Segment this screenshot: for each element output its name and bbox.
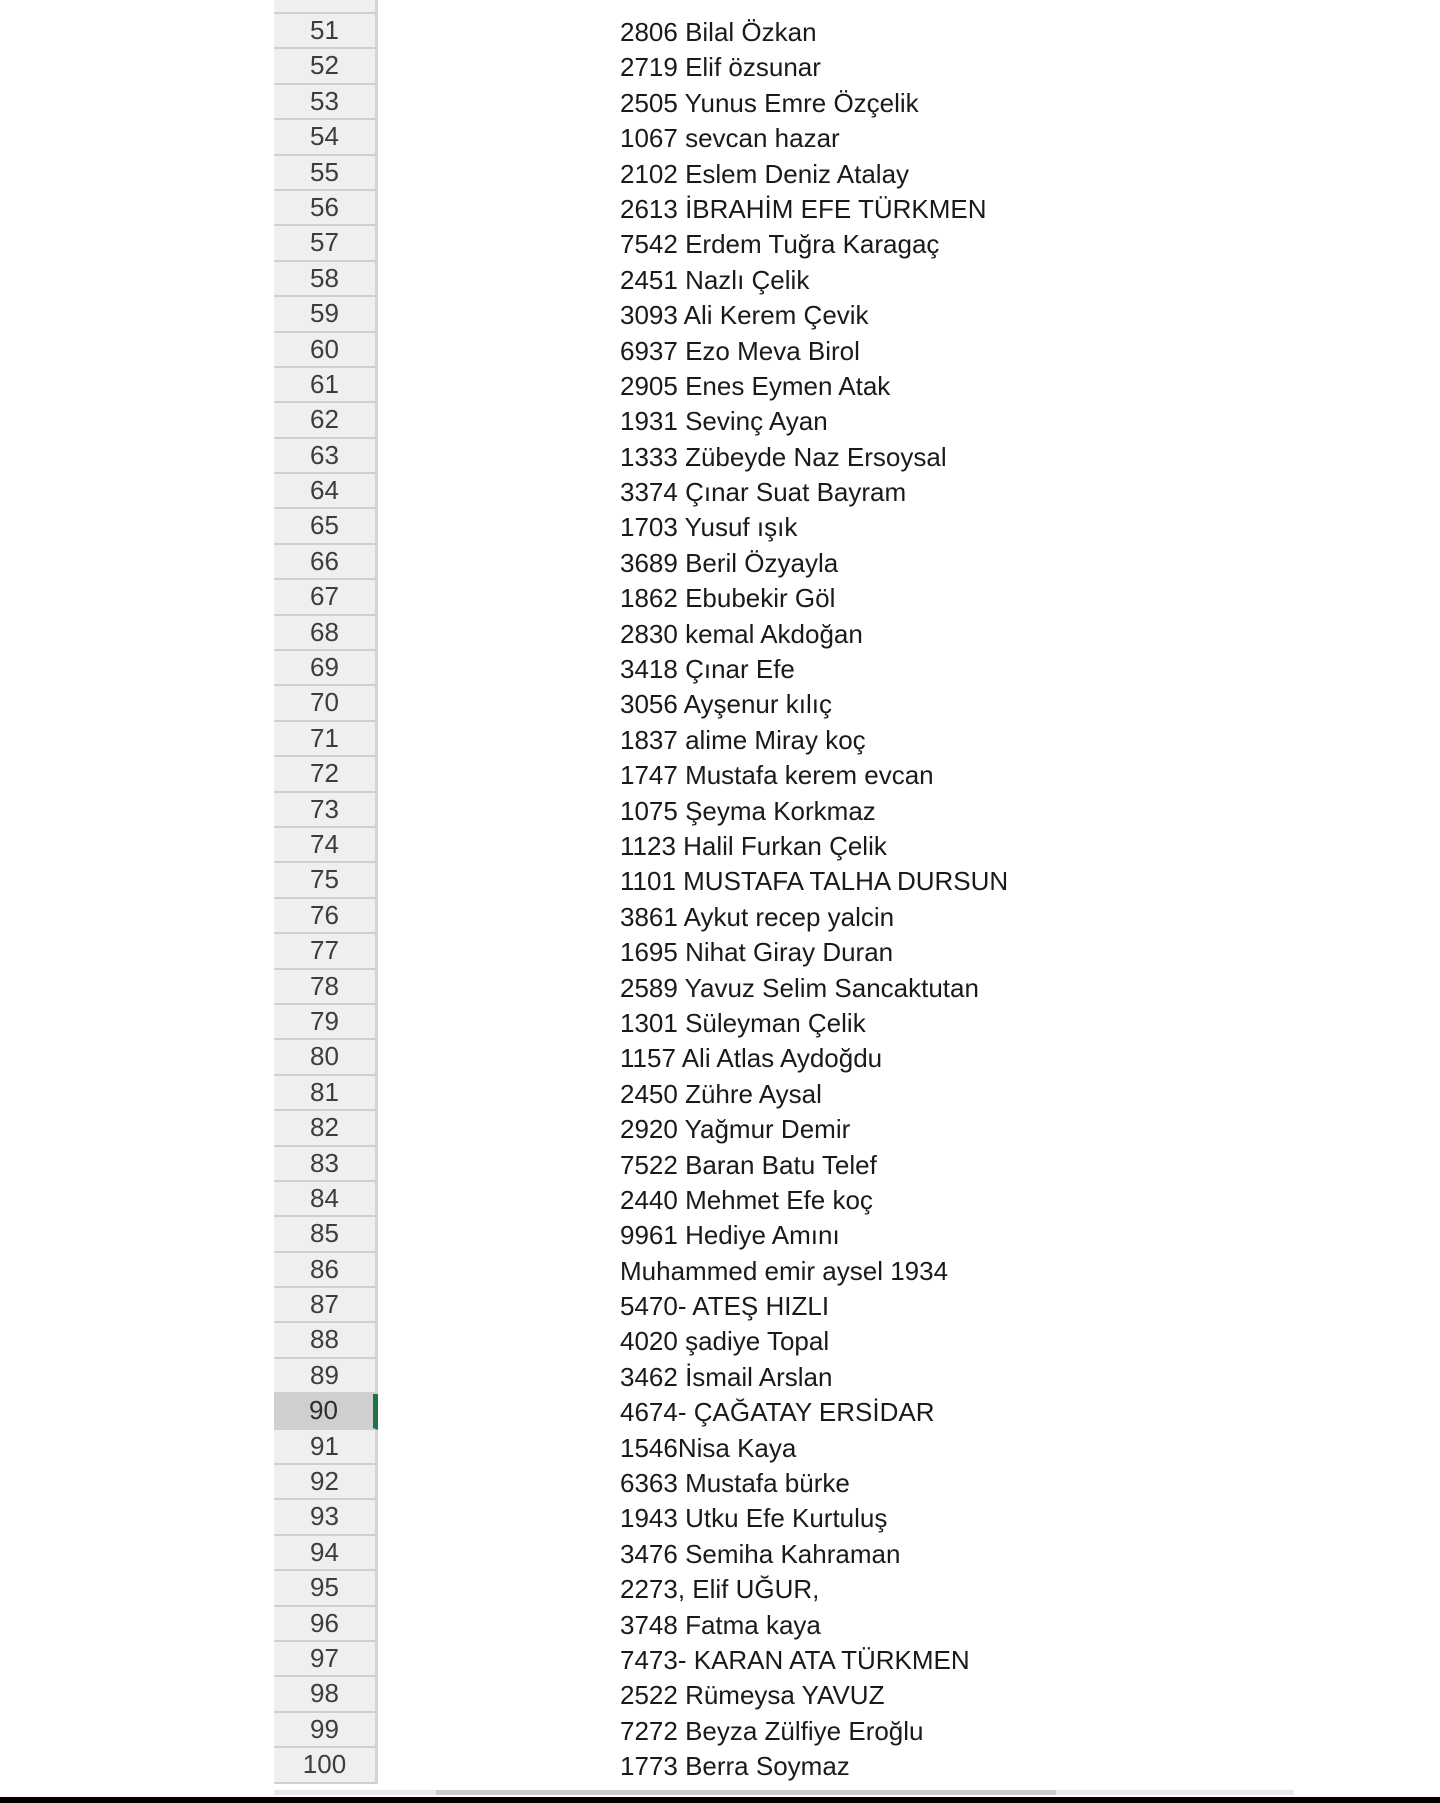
cell-value: 7522 Baran Batu Telef	[620, 1149, 877, 1180]
cell-value: 2905 Enes Eymen Atak	[620, 370, 891, 401]
cell[interactable]	[380, 14, 1300, 49]
cell[interactable]	[380, 757, 1300, 792]
cell[interactable]	[380, 1394, 1300, 1429]
row-header[interactable]: 62	[274, 403, 378, 438]
table-row	[0, 333, 1440, 368]
table-row	[0, 1571, 1440, 1606]
row-header[interactable]: 89	[274, 1359, 378, 1394]
table-row	[0, 1713, 1440, 1748]
table-row	[0, 934, 1440, 969]
cell[interactable]	[380, 439, 1300, 474]
row-header[interactable]: 80	[274, 1040, 378, 1075]
cell-value: 3056 Ayşenur kılıç	[620, 689, 832, 720]
row-header[interactable]: 66	[274, 545, 378, 580]
cell[interactable]	[380, 1607, 1300, 1642]
table-row	[0, 1253, 1440, 1288]
row-header[interactable]: 93	[274, 1500, 378, 1535]
cell-value: 2613 İBRAHİM EFE TÜRKMEN	[620, 193, 987, 224]
row-header[interactable]: 100	[274, 1748, 378, 1783]
table-row	[0, 474, 1440, 509]
table-row	[0, 793, 1440, 828]
cell-value: 2450 Zühre Aysal	[620, 1078, 822, 1109]
cell[interactable]	[380, 863, 1300, 898]
table-row	[0, 580, 1440, 615]
table-row	[0, 1111, 1440, 1146]
cell-value: Muhammed emir aysel 1934	[620, 1255, 949, 1286]
cell-value: 1773 Berra Soymaz	[620, 1751, 850, 1782]
row-header[interactable]: 73	[274, 793, 378, 828]
cell-value: 7473- KARAN ATA TÜRKMEN	[620, 1644, 970, 1675]
table-row	[0, 85, 1440, 120]
cell[interactable]	[380, 49, 1300, 84]
row-header[interactable]: 82	[274, 1111, 378, 1146]
row-header[interactable]: 56	[274, 191, 378, 226]
cell-value: 1101 MUSTAFA TALHA DURSUN	[620, 866, 1009, 897]
cell-value: 3093 Ali Kerem Çevik	[620, 300, 869, 331]
cell[interactable]	[380, 1500, 1300, 1535]
cell[interactable]	[380, 793, 1300, 828]
table-row	[0, 970, 1440, 1005]
row-header[interactable]: 58	[274, 262, 378, 297]
cell[interactable]	[380, 474, 1300, 509]
cell-value: 7542 Erdem Tuğra Karagaç	[620, 229, 940, 260]
row-header[interactable]: 88	[274, 1323, 378, 1358]
table-row	[0, 226, 1440, 261]
cell-value: 3418 Çınar Efe	[620, 654, 795, 685]
table-row	[0, 49, 1440, 84]
row-header[interactable]: 86	[274, 1253, 378, 1288]
table-row	[0, 191, 1440, 226]
table-row	[0, 1359, 1440, 1394]
cell-value: 2273, Elif UĞUR,	[620, 1574, 820, 1605]
cell-value: 2440 Mehmet Efe koç	[620, 1184, 873, 1215]
cell[interactable]	[380, 1536, 1300, 1571]
cell[interactable]	[380, 1359, 1300, 1394]
table-row	[0, 1536, 1440, 1571]
cell[interactable]	[380, 297, 1300, 332]
table-row	[0, 651, 1440, 686]
cell[interactable]	[380, 1713, 1300, 1748]
cell[interactable]	[380, 1571, 1300, 1606]
cell-value: 1837 alime Miray koç	[620, 724, 866, 755]
cell-value: 3748 Fatma kaya	[620, 1609, 821, 1640]
row-header[interactable]: 83	[274, 1147, 378, 1182]
cell[interactable]	[380, 1323, 1300, 1358]
row-header[interactable]: 84	[274, 1182, 378, 1217]
row-header[interactable]: 51	[274, 14, 378, 49]
row-header[interactable]: 63	[274, 439, 378, 474]
row-header[interactable]: 75	[274, 863, 378, 898]
row-header[interactable]: 52	[274, 49, 378, 84]
table-row	[0, 156, 1440, 191]
cell-value: 1157 Ali Atlas Aydoğdu	[620, 1043, 883, 1074]
row-header[interactable]: 68	[274, 616, 378, 651]
cell[interactable]	[380, 1147, 1300, 1182]
table-row	[0, 509, 1440, 544]
row-header[interactable]: 99	[274, 1713, 378, 1748]
cell[interactable]	[380, 1111, 1300, 1146]
cell-value: 1747 Mustafa kerem evcan	[620, 760, 934, 791]
cell[interactable]	[380, 1076, 1300, 1111]
row-header[interactable]: 79	[274, 1005, 378, 1040]
row-header[interactable]: 78	[274, 970, 378, 1005]
table-row	[0, 545, 1440, 580]
table-row	[0, 1040, 1440, 1075]
row-list	[0, 14, 1440, 1784]
cell-value: 2102 Eslem Deniz Atalay	[620, 158, 910, 189]
cell-value: 2522 Rümeysa YAVUZ	[620, 1680, 885, 1711]
cell[interactable]	[380, 120, 1300, 155]
row-header[interactable]: 87	[274, 1288, 378, 1323]
table-row	[0, 1394, 1440, 1429]
cell[interactable]	[380, 333, 1300, 368]
cell-value: 1546Nisa Kaya	[620, 1432, 797, 1463]
row-header[interactable]: 69	[274, 651, 378, 686]
cell[interactable]	[380, 1253, 1300, 1288]
table-row	[0, 120, 1440, 155]
cell[interactable]	[380, 85, 1300, 120]
row-header[interactable]: 77	[274, 934, 378, 969]
row-header[interactable]: 60	[274, 333, 378, 368]
row-header[interactable]: 90	[274, 1394, 378, 1429]
cell-value: 3476 Semiha Kahraman	[620, 1538, 901, 1569]
bottom-border	[0, 1797, 1440, 1803]
row-header[interactable]: 54	[274, 120, 378, 155]
table-row	[0, 1323, 1440, 1358]
cell[interactable]	[380, 970, 1300, 1005]
cell-value: 1931 Sevinç Ayan	[620, 406, 828, 437]
cell-value: 2830 kemal Akdoğan	[620, 618, 863, 649]
table-row	[0, 1607, 1440, 1642]
row-header[interactable]: 65	[274, 509, 378, 544]
cell[interactable]	[380, 226, 1300, 261]
cell[interactable]	[380, 616, 1300, 651]
table-row	[0, 403, 1440, 438]
table-row	[0, 899, 1440, 934]
cell[interactable]	[380, 1040, 1300, 1075]
row-header[interactable]: 85	[274, 1217, 378, 1252]
cell-value: 3462 İsmail Arslan	[620, 1361, 833, 1392]
cell-value: 1067 sevcan hazar	[620, 123, 840, 154]
table-row	[0, 757, 1440, 792]
row-header[interactable]: 92	[274, 1465, 378, 1500]
cell[interactable]	[380, 686, 1300, 721]
table-row	[0, 1677, 1440, 1712]
cell[interactable]	[380, 509, 1300, 544]
table-row	[0, 297, 1440, 332]
cell[interactable]	[380, 1642, 1300, 1677]
row-header[interactable]: 98	[274, 1677, 378, 1712]
cell[interactable]	[380, 1182, 1300, 1217]
row-header[interactable]: 94	[274, 1536, 378, 1571]
cell-value: 1333 Zübeyde Naz Ersoysal	[620, 441, 947, 472]
cell[interactable]	[380, 1677, 1300, 1712]
cell[interactable]	[380, 545, 1300, 580]
cell-value: 1862 Ebubekir Göl	[620, 583, 836, 614]
cell-value: 2451 Nazlı Çelik	[620, 264, 810, 295]
cell-value: 3689 Beril Özyayla	[620, 547, 839, 578]
cell[interactable]	[380, 722, 1300, 757]
cell[interactable]	[380, 1748, 1300, 1783]
row-header[interactable]: 72	[274, 757, 378, 792]
cell[interactable]	[380, 1430, 1300, 1465]
cell-value: 1075 Şeyma Korkmaz	[620, 795, 876, 826]
table-row	[0, 1748, 1440, 1783]
cell-value: 2719 Elif özsunar	[620, 52, 821, 83]
table-row	[0, 1076, 1440, 1111]
partial-row-clipped	[0, 0, 1440, 14]
cell[interactable]	[380, 1217, 1300, 1252]
table-row	[0, 1642, 1440, 1677]
table-row	[0, 722, 1440, 757]
cell-value: 1123 Halil Furkan Çelik	[620, 830, 887, 861]
cell-value: 5470- ATEŞ HIZLI	[620, 1291, 830, 1322]
row-header[interactable]: 57	[274, 226, 378, 261]
cell[interactable]	[380, 580, 1300, 615]
table-row	[0, 1147, 1440, 1182]
cell-value: 3374 Çınar Suat Bayram	[620, 477, 907, 508]
cell[interactable]	[380, 191, 1300, 226]
row-header[interactable]: 59	[274, 297, 378, 332]
table-row	[0, 828, 1440, 863]
cell-value: 2806 Bilal Özkan	[620, 17, 817, 47]
row-header[interactable]: 96	[274, 1607, 378, 1642]
table-row	[0, 439, 1440, 474]
table-row	[0, 1217, 1440, 1252]
cell-value: 4674- ÇAĞATAY ERSİDAR	[620, 1397, 935, 1428]
table-row	[0, 1005, 1440, 1040]
table-row	[0, 14, 1440, 49]
cell[interactable]	[380, 1288, 1300, 1323]
row-header[interactable]: 91	[274, 1430, 378, 1465]
table-row	[0, 262, 1440, 297]
cell-value: 2505 Yunus Emre Özçelik	[620, 87, 919, 118]
table-row	[0, 1288, 1440, 1323]
table-row	[0, 1500, 1440, 1535]
cell-value: 7272 Beyza Zülfiye Eroğlu	[620, 1715, 924, 1746]
cell[interactable]	[380, 1465, 1300, 1500]
cell-value: 1703 Yusuf ışık	[620, 512, 798, 543]
row-header[interactable]: 76	[274, 899, 378, 934]
cell-value: 9961 Hediye Amını	[620, 1220, 840, 1251]
cell-value: 3861 Aykut recep yalcin	[620, 901, 895, 932]
cell[interactable]	[380, 934, 1300, 969]
cell[interactable]	[380, 403, 1300, 438]
row-header[interactable]: 61	[274, 368, 378, 403]
cell-value: 2920 Yağmur Demir	[620, 1114, 851, 1145]
cell-value: 6363 Mustafa bürke	[620, 1468, 850, 1499]
row-header[interactable]: 70	[274, 686, 378, 721]
row-header-clipped	[274, 0, 378, 14]
cell[interactable]	[380, 368, 1300, 403]
row-header[interactable]: 64	[274, 474, 378, 509]
cell-value: 4020 şadiye Topal	[620, 1326, 830, 1357]
row-header[interactable]: 67	[274, 580, 378, 615]
row-header[interactable]: 55	[274, 156, 378, 191]
cell-value: 1943 Utku Efe Kurtuluş	[620, 1503, 888, 1534]
table-row	[0, 686, 1440, 721]
table-row	[0, 616, 1440, 651]
cell-value: 1301 Süleyman Çelik	[620, 1007, 866, 1038]
row-header[interactable]: 95	[274, 1571, 378, 1606]
cell-value: 2589 Yavuz Selim Sancaktutan	[620, 972, 979, 1003]
table-row	[0, 1430, 1440, 1465]
table-row	[0, 368, 1440, 403]
row-header[interactable]: 97	[274, 1642, 378, 1677]
cell[interactable]	[380, 1005, 1300, 1040]
cell-value: 6937 Ezo Meva Birol	[620, 335, 860, 366]
cell[interactable]	[380, 651, 1300, 686]
cell[interactable]	[380, 156, 1300, 191]
table-row	[0, 1465, 1440, 1500]
table-row	[0, 863, 1440, 898]
cell[interactable]	[380, 828, 1300, 863]
cell[interactable]	[380, 262, 1300, 297]
row-header[interactable]: 74	[274, 828, 378, 863]
horizontal-scrollbar-thumb[interactable]	[436, 1790, 1056, 1795]
row-header[interactable]: 53	[274, 85, 378, 120]
row-header[interactable]: 71	[274, 722, 378, 757]
cell[interactable]	[380, 899, 1300, 934]
row-header[interactable]: 81	[274, 1076, 378, 1111]
cell-value: 1695 Nihat Giray Duran	[620, 937, 894, 968]
table-row	[0, 1182, 1440, 1217]
